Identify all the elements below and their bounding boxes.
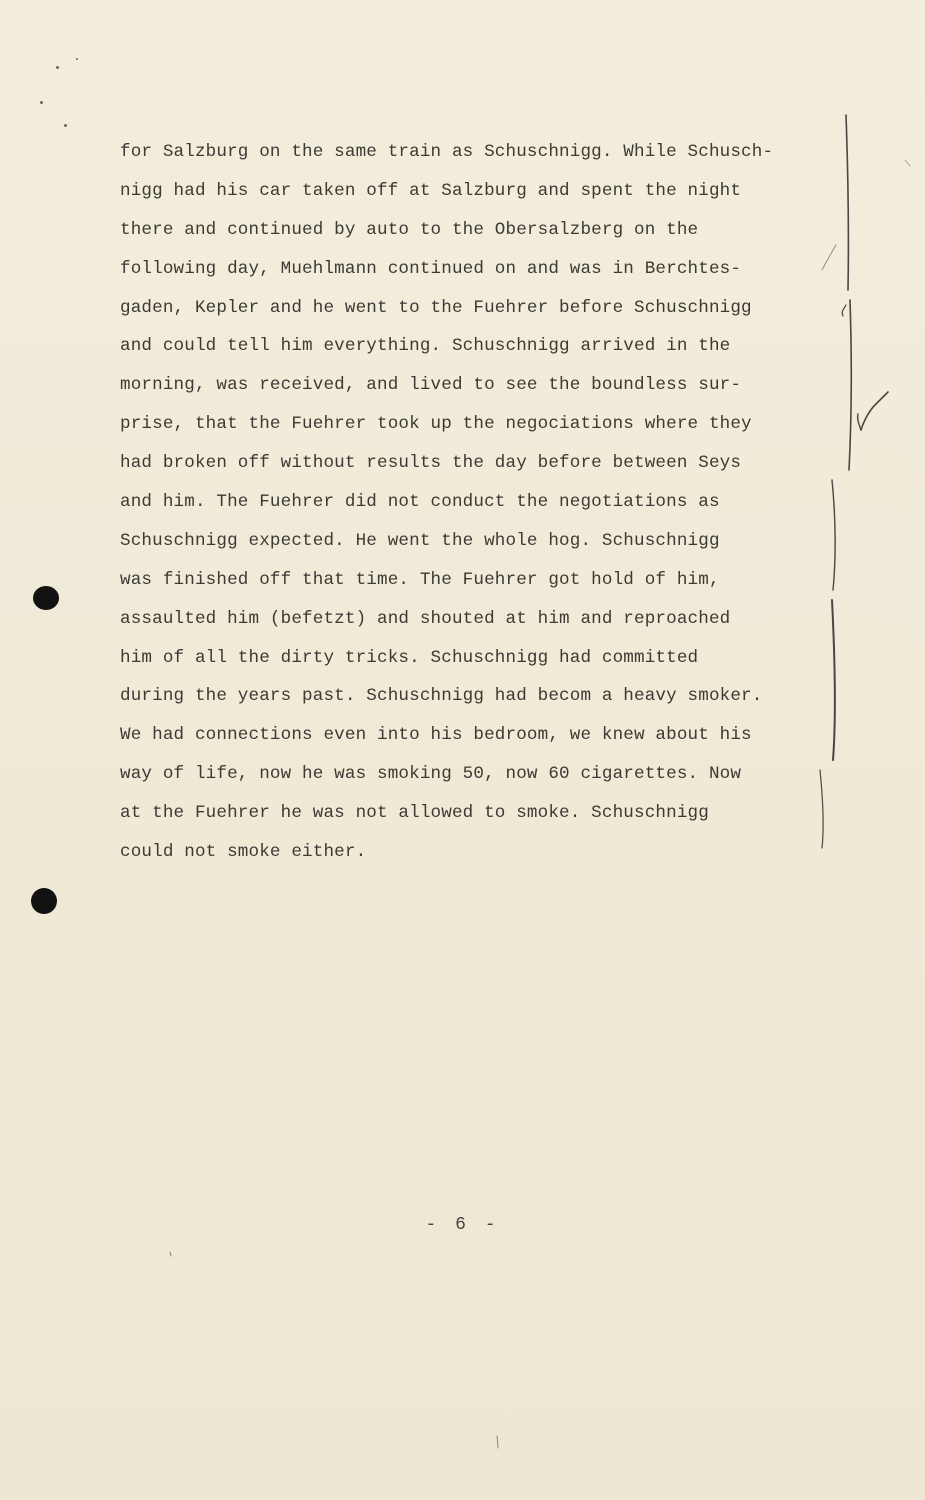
- typed-text-block: [120, 133, 850, 872]
- text-line-18: at the Fuehrer he was not allowed to smoke. Schuschnigg: [120, 803, 709, 824]
- text-line-3: there and continued by auto to the Obersalzberg on the: [120, 219, 699, 240]
- margin-tick-mark: [170, 1252, 171, 1256]
- text-line-9: had broken off without results the day before between Seys: [120, 453, 742, 474]
- text-line-16: We had connections even into his bedroom, we knew about his: [120, 725, 752, 746]
- punch-hole-lower: [31, 888, 57, 914]
- text-line-6: and could tell him everything. Schuschnigg arrived in the: [120, 336, 731, 357]
- text-line-4: following day, Muehlmann continued on and was in Berchtes-: [120, 258, 742, 279]
- text-line-11: Schuschnigg expected. He went the whole hog. Schuschnigg: [120, 530, 720, 551]
- paper-speck: [64, 124, 67, 127]
- margin-check-mark: [858, 414, 861, 430]
- page-number: - 6 -: [425, 1215, 500, 1235]
- text-line-14: him of all the dirty tricks. Schuschnigg had committed: [120, 647, 699, 668]
- punch-hole-upper: [33, 586, 59, 610]
- text-line-5: gaden, Kepler and he went to the Fuehrer before Schuschnigg: [120, 297, 752, 318]
- text-line-13: assaulted him (befetzt) and shouted at him and reproached: [120, 608, 731, 629]
- text-line-12: was finished off that time. The Fuehrer got hold of him,: [120, 569, 720, 590]
- text-line-10: and him. The Fuehrer did not conduct the negotiations as: [120, 492, 720, 513]
- margin-tick-mark: [497, 1436, 498, 1448]
- margin-tick-mark: [905, 160, 910, 166]
- text-line-19: could not smoke either.: [120, 842, 367, 863]
- text-line-7: morning, was received, and lived to see the boundless sur-: [120, 375, 742, 396]
- text-line-17: way of life, now he was smoking 50, now 60 cigarettes. Now: [120, 764, 742, 785]
- paper-speck: [40, 101, 43, 104]
- text-line-8: prise, that the Fuehrer took up the negociations where they: [120, 414, 752, 435]
- text-line-15: during the years past. Schuschnigg had becom a heavy smoker.: [120, 686, 763, 707]
- paper-speck: [76, 58, 78, 60]
- paper-speck: [56, 66, 59, 69]
- text-line-1: for Salzburg on the same train as Schuschnigg. While Schusch-: [120, 142, 774, 162]
- text-line-2: nigg had his car taken off at Salzburg and spent the night: [120, 180, 742, 201]
- margin-check-mark: [861, 392, 888, 430]
